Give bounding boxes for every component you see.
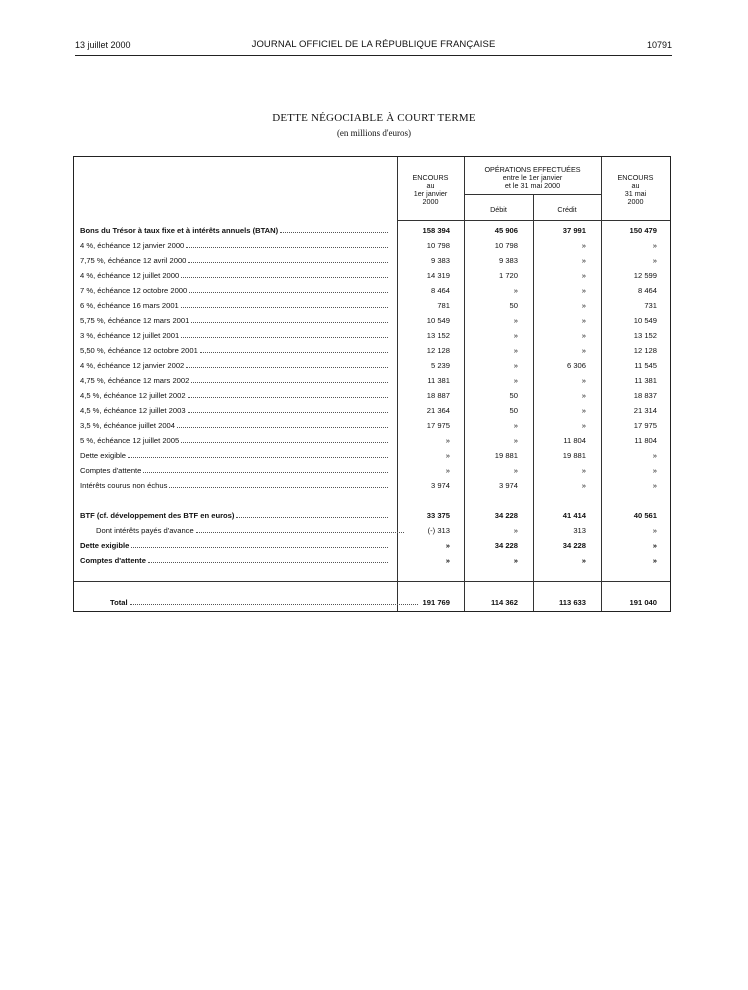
col-encours-end-line: au	[631, 181, 640, 190]
cell-value: »	[652, 526, 657, 535]
col-credit: Crédit	[557, 205, 577, 214]
cell-value: 3 974	[430, 481, 450, 490]
cell-value: 191 040	[629, 598, 657, 607]
row-label-text: 3 %, échéance 12 juillet 2001	[80, 331, 180, 340]
cell-value: 21 314	[633, 406, 657, 415]
cell-value: »	[581, 286, 586, 295]
row-label-text: Dette exigible	[80, 451, 127, 460]
cell-value: 50	[509, 391, 518, 400]
row-label	[80, 316, 392, 325]
cell-value: »	[652, 256, 657, 265]
table-row	[74, 435, 670, 450]
dot-leader	[188, 262, 388, 263]
cell-value: »	[581, 391, 586, 400]
cell-value: 6 306	[566, 361, 586, 370]
cell-value: 33 375	[426, 511, 450, 520]
cell-value: 10 549	[633, 316, 657, 325]
table-row	[74, 225, 670, 240]
cell-value: 13 152	[426, 331, 450, 340]
cell-value: 113 633	[558, 598, 586, 607]
row-label-text: 4,75 %, échéance 12 mars 2002	[80, 376, 190, 385]
cell-value: 11 804	[563, 436, 586, 445]
header-bottom-rule	[397, 220, 670, 221]
row-label	[80, 451, 392, 460]
cell-value: 12 128	[426, 346, 450, 355]
dot-leader	[181, 277, 388, 278]
row-label-text: 4,5 %, échéance 12 juillet 2003	[80, 406, 186, 415]
table-row	[74, 480, 670, 495]
cell-value: 12 128	[633, 346, 657, 355]
cell-value: 10 798	[494, 241, 518, 250]
row-label	[80, 241, 392, 250]
col-encours-start-line: au	[426, 181, 435, 190]
header-date: 13 juillet 2000	[75, 40, 131, 50]
total-row	[74, 597, 670, 612]
cell-value: (-) 313	[427, 526, 450, 535]
dot-leader	[177, 427, 388, 428]
table-row	[74, 555, 670, 570]
cell-value: »	[513, 361, 518, 370]
cell-value: 41 414	[562, 511, 586, 520]
table-row	[74, 510, 670, 525]
cell-value: »	[513, 286, 518, 295]
cell-value: 191 769	[422, 598, 450, 607]
row-label	[80, 421, 392, 430]
col-encours-end-line: ENCOURS	[617, 173, 654, 182]
row-label	[110, 598, 422, 607]
table-row	[74, 345, 670, 360]
row-label	[80, 466, 392, 475]
table-row	[74, 450, 670, 465]
cell-value: »	[581, 256, 586, 265]
col-debit: Débit	[490, 205, 507, 214]
cell-value: »	[652, 541, 657, 550]
row-label	[80, 331, 392, 340]
table-row	[74, 255, 670, 270]
row-label-text: 6 %, échéance 16 mars 2001	[80, 301, 179, 310]
cell-value: »	[513, 466, 518, 475]
cell-value: 11 545	[634, 361, 657, 370]
cell-value: »	[652, 451, 657, 460]
journal-title: JOURNAL OFFICIEL DE LA RÉPUBLIQUE FRANÇAISE	[251, 39, 496, 50]
cell-value: »	[581, 481, 586, 490]
col-encours-end-line: 2000	[627, 197, 644, 206]
dot-leader	[181, 337, 388, 338]
cell-value: »	[652, 466, 657, 475]
row-label	[80, 301, 392, 310]
cell-value: 34 228	[562, 541, 586, 550]
col-operations-line: OPÉRATIONS EFFECTUÉES	[484, 165, 581, 174]
col-encours-end-line: 31 mai	[624, 189, 647, 198]
cell-value: »	[513, 421, 518, 430]
row-label-text: 4 %, échéance 12 juillet 2000	[80, 271, 180, 280]
row-label-text: Intérêts courus non échus	[80, 481, 168, 490]
table-row	[74, 465, 670, 480]
row-label	[80, 391, 392, 400]
row-label-text: Total	[110, 598, 128, 607]
cell-value: »	[445, 541, 450, 550]
dot-leader	[131, 547, 388, 548]
row-label	[80, 376, 392, 385]
row-label-text: BTF (cf. développement des BTF en euros)	[80, 511, 235, 520]
cell-value: »	[581, 556, 586, 565]
row-label	[80, 556, 392, 565]
dot-leader	[148, 562, 388, 563]
dot-leader	[196, 532, 404, 533]
cell-value: 731	[644, 301, 657, 310]
cell-value: »	[581, 346, 586, 355]
cell-value: 37 991	[562, 226, 586, 235]
dot-leader	[186, 367, 388, 368]
col-encours-start-line: ENCOURS	[412, 173, 449, 182]
table-title: DETTE NÉGOCIABLE À COURT TERME	[272, 112, 476, 124]
cell-value: »	[445, 466, 450, 475]
cell-value: 11 381	[427, 376, 450, 385]
cell-value: »	[652, 481, 657, 490]
debt-table	[73, 156, 671, 612]
cell-value: »	[581, 301, 586, 310]
cell-value: 9 383	[498, 256, 518, 265]
dot-leader	[236, 517, 388, 518]
cell-value: 14 319	[426, 271, 450, 280]
dot-leader	[169, 487, 388, 488]
row-label	[80, 406, 392, 415]
col-encours-start-line: 1er janvier	[413, 189, 448, 198]
row-label-text: 4 %, échéance 12 janvier 2002	[80, 361, 185, 370]
cell-value: 150 479	[629, 226, 657, 235]
cell-value: »	[513, 376, 518, 385]
row-label-text: Comptes d'attente	[80, 466, 142, 475]
col-operations-line: et le 31 mai 2000	[504, 181, 561, 190]
row-label	[80, 286, 392, 295]
cell-value: 10 549	[426, 316, 450, 325]
cell-value: »	[581, 421, 586, 430]
dot-leader	[188, 412, 388, 413]
row-label	[80, 481, 392, 490]
row-label-text: Dont intérêts payés d'avance	[96, 526, 194, 535]
cell-value: 1 720	[498, 271, 518, 280]
dot-leader	[186, 247, 388, 248]
dot-leader	[130, 604, 418, 605]
row-label-text: Bons du Trésor à taux fixe et à intérêts annuels (BTAN)	[80, 226, 279, 235]
cell-value: »	[513, 346, 518, 355]
row-label-text: Dette exigible	[80, 541, 130, 550]
page-number: 10791	[646, 40, 672, 50]
cell-value: »	[445, 556, 450, 565]
cell-value: »	[581, 466, 586, 475]
row-label-text: 7,75 %, échéance 12 avril 2000	[80, 256, 187, 265]
cell-value: 18 837	[633, 391, 657, 400]
table-row	[74, 240, 670, 255]
cell-value: 19 881	[494, 451, 518, 460]
cell-value: 12 599	[633, 271, 657, 280]
row-label-text: 7 %, échéance 12 octobre 2000	[80, 286, 188, 295]
cell-value: 10 798	[426, 241, 450, 250]
cell-value: »	[581, 271, 586, 280]
cell-value: 9 383	[430, 256, 450, 265]
row-label-text: Comptes d'attente	[80, 556, 146, 565]
cell-value: 19 881	[562, 451, 586, 460]
table-row	[74, 405, 670, 420]
cell-value: »	[581, 406, 586, 415]
cell-value: 3 974	[498, 481, 518, 490]
table-row	[74, 315, 670, 330]
cell-value: »	[581, 331, 586, 340]
dot-leader	[188, 397, 388, 398]
cell-value: »	[581, 376, 586, 385]
dot-leader	[189, 292, 388, 293]
cell-value: 50	[509, 406, 518, 415]
total-rule	[74, 581, 670, 582]
cell-value: 40 561	[633, 511, 657, 520]
row-label	[80, 346, 392, 355]
table-row	[74, 420, 670, 435]
table-row	[74, 300, 670, 315]
header-rule	[75, 55, 672, 56]
dot-leader	[143, 472, 388, 473]
col-encours-start	[397, 174, 464, 206]
cell-value: 34 228	[494, 511, 518, 520]
table-row	[74, 330, 670, 345]
dot-leader	[280, 232, 388, 233]
table-subtitle: (en millions d'euros)	[336, 128, 412, 138]
row-label-text: 3,5 %, échéance juillet 2004	[80, 421, 175, 430]
cell-value: »	[445, 451, 450, 460]
row-label	[80, 271, 392, 280]
dot-leader	[128, 457, 388, 458]
row-label	[80, 256, 392, 265]
cell-value: »	[513, 316, 518, 325]
cell-value: 34 228	[494, 541, 518, 550]
table-row	[74, 285, 670, 300]
cell-value: 114 362	[490, 598, 518, 607]
row-label	[96, 526, 408, 535]
row-label	[80, 361, 392, 370]
row-label	[80, 541, 392, 550]
header-divider	[464, 194, 601, 195]
cell-value: 17 975	[426, 421, 450, 430]
row-label	[80, 436, 392, 445]
dot-leader	[181, 442, 388, 443]
col-encours-end	[601, 174, 670, 206]
cell-value: 45 906	[494, 226, 518, 235]
table-row	[74, 525, 670, 540]
cell-value: 8 464	[637, 286, 657, 295]
page-header	[75, 38, 672, 54]
dot-leader	[191, 382, 388, 383]
cell-value: »	[513, 526, 518, 535]
cell-value: »	[445, 436, 450, 445]
cell-value: »	[513, 556, 518, 565]
cell-value: 313	[573, 526, 586, 535]
cell-value: 13 152	[633, 331, 657, 340]
cell-value: »	[652, 241, 657, 250]
cell-value: »	[513, 436, 518, 445]
cell-value: 11 381	[634, 376, 657, 385]
cell-value: 8 464	[430, 286, 450, 295]
cell-value: »	[581, 241, 586, 250]
cell-value: »	[581, 316, 586, 325]
row-label	[80, 511, 392, 520]
table-row	[74, 360, 670, 375]
dot-leader	[181, 307, 388, 308]
col-operations	[464, 166, 601, 190]
table-row	[74, 540, 670, 555]
cell-value: 5 239	[430, 361, 450, 370]
col-encours-start-line: 2000	[422, 197, 439, 206]
cell-value: 21 364	[426, 406, 450, 415]
row-label	[80, 226, 392, 235]
cell-value: 50	[509, 301, 518, 310]
dot-leader	[200, 352, 388, 353]
row-label-text: 5,50 %, échéance 12 octobre 2001	[80, 346, 198, 355]
col-operations-line: entre le 1er janvier	[502, 173, 563, 182]
row-label-text: 4,5 %, échéance 12 juillet 2002	[80, 391, 186, 400]
dot-leader	[191, 322, 388, 323]
table-row	[74, 375, 670, 390]
table-row	[74, 270, 670, 285]
cell-value: 17 975	[633, 421, 657, 430]
cell-value: 158 394	[422, 226, 450, 235]
row-label-text: 4 %, échéance 12 janvier 2000	[80, 241, 185, 250]
cell-value: 11 804	[634, 436, 657, 445]
cell-value: 18 887	[426, 391, 450, 400]
row-label-text: 5 %, échéance 12 juillet 2005	[80, 436, 180, 445]
cell-value: 781	[437, 301, 450, 310]
table-row	[74, 390, 670, 405]
cell-value: »	[652, 556, 657, 565]
row-label-text: 5,75 %, échéance 12 mars 2001	[80, 316, 190, 325]
cell-value: »	[513, 331, 518, 340]
